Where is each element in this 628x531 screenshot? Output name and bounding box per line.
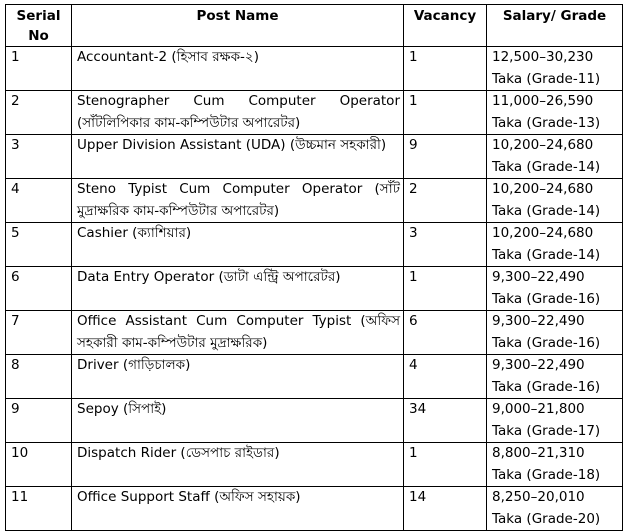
salary-range: 9,300–22,490 xyxy=(492,357,585,373)
table-row xyxy=(6,223,623,267)
salary-grade-cell xyxy=(487,443,623,487)
salary-grade-cell xyxy=(487,47,623,91)
salary-grade-cell xyxy=(487,311,623,355)
salary-grade-cell xyxy=(487,267,623,311)
salary-grade: Taka (Grade-16) xyxy=(492,334,601,351)
post-name-cell: Upper Division Assistant (UDA) (উচ্চমান সহকারী) xyxy=(72,135,404,179)
serial-cell: 3 xyxy=(6,135,72,179)
vacancy-cell: 1 xyxy=(404,91,487,135)
header-salary-grade: Salary/ Grade xyxy=(487,5,623,47)
serial-cell: 2 xyxy=(6,91,72,135)
salary-range: 10,200–24,680 xyxy=(492,225,594,241)
salary-range: 10,200–24,680 xyxy=(492,137,594,153)
salary-grade: Taka (Grade-17) xyxy=(492,422,601,439)
salary-grade: Taka (Grade-20) xyxy=(492,510,601,527)
table-row xyxy=(6,487,623,531)
vacancy-cell: 14 xyxy=(404,487,487,531)
table-row xyxy=(6,47,623,91)
serial-cell: 7 xyxy=(6,311,72,355)
vacancy-cell: 34 xyxy=(404,399,487,443)
vacancy-cell: 2 xyxy=(404,179,487,223)
table-row xyxy=(6,267,623,311)
salary-grade-cell xyxy=(487,223,623,267)
serial-cell: 10 xyxy=(6,443,72,487)
serial-cell: 8 xyxy=(6,355,72,399)
salary-range: 9,300–22,490 xyxy=(492,313,585,329)
salary-grade-cell xyxy=(487,91,623,135)
table-row xyxy=(6,399,623,443)
post-name-cell: Dispatch Rider (ডেসপাচ রাইডার) xyxy=(72,443,404,487)
post-name-cell: Stenographer Cum Computer Operator (সাঁটলিপিকার কাম-কম্পিউটার অপারেটর) xyxy=(72,91,404,135)
salary-grade: Taka (Grade-16) xyxy=(492,290,601,307)
document-page xyxy=(5,4,623,531)
serial-cell: 1 xyxy=(6,47,72,91)
salary-grade-cell xyxy=(487,135,623,179)
vacancy-cell: 6 xyxy=(404,311,487,355)
post-name-cell: Driver (গাড়িচালক) xyxy=(72,355,404,399)
salary-range: 12,500–30,230 xyxy=(492,49,594,65)
salary-grade-cell xyxy=(487,179,623,223)
serial-cell: 4 xyxy=(6,179,72,223)
salary-grade-cell xyxy=(487,355,623,399)
table-row xyxy=(6,355,623,399)
salary-grade: Taka (Grade-18) xyxy=(492,466,601,483)
post-name-cell: Data Entry Operator (ডাটা এন্ট্রি অপারেটর) xyxy=(72,267,404,311)
vacancy-cell: 9 xyxy=(404,135,487,179)
serial-cell: 6 xyxy=(6,267,72,311)
vacancy-cell: 1 xyxy=(404,47,487,91)
serial-cell: 9 xyxy=(6,399,72,443)
salary-grade: Taka (Grade-13) xyxy=(492,114,601,131)
salary-range: 11,000–26,590 xyxy=(492,93,594,109)
salary-range: 9,300–22,490 xyxy=(492,269,585,285)
table-row xyxy=(6,311,623,355)
salary-range: 9,000–21,800 xyxy=(492,401,585,417)
table-row xyxy=(6,91,623,135)
serial-cell: 11 xyxy=(6,487,72,531)
header-post-name: Post Name xyxy=(72,5,404,47)
salary-grade: Taka (Grade-14) xyxy=(492,158,601,175)
salary-grade: Taka (Grade-16) xyxy=(492,378,601,395)
salary-grade: Taka (Grade-14) xyxy=(492,246,601,263)
salary-range: 8,250–20,010 xyxy=(492,489,585,505)
post-name-cell: Sepoy (সিপাই) xyxy=(72,399,404,443)
header-vacancy: Vacancy xyxy=(404,5,487,47)
post-name-cell: Office Support Staff (অফিস সহায়ক) xyxy=(72,487,404,531)
vacancy-cell: 1 xyxy=(404,443,487,487)
vacancy-cell: 1 xyxy=(404,267,487,311)
salary-range: 10,200–24,680 xyxy=(492,181,594,197)
table-body xyxy=(6,47,623,531)
salary-grade-cell xyxy=(487,487,623,531)
posts-table xyxy=(5,4,623,531)
salary-grade-cell xyxy=(487,399,623,443)
salary-grade: Taka (Grade-11) xyxy=(492,70,601,87)
salary-range: 8,800–21,310 xyxy=(492,445,585,461)
vacancy-cell: 3 xyxy=(404,223,487,267)
salary-grade: Taka (Grade-14) xyxy=(492,202,601,219)
post-name-cell: Cashier (ক্যাশিয়ার) xyxy=(72,223,404,267)
table-row xyxy=(6,179,623,223)
header-row xyxy=(6,5,623,47)
post-name-cell: Office Assistant Cum Computer Typist (অফিস সহকারী কাম-কম্পিউটার মুদ্রাক্ষরিক) xyxy=(72,311,404,355)
post-name-cell: Accountant-2 (হিসাব রক্ষক-২) xyxy=(72,47,404,91)
table-row xyxy=(6,135,623,179)
header-serial-no: Serial No xyxy=(6,5,72,47)
vacancy-cell: 4 xyxy=(404,355,487,399)
post-name-cell: Steno Typist Cum Computer Operator (সাঁট মুদ্রাক্ষরিক কাম-কম্পিউটার অপারেটর) xyxy=(72,179,404,223)
table-header xyxy=(6,5,623,47)
table-row xyxy=(6,443,623,487)
serial-cell: 5 xyxy=(6,223,72,267)
